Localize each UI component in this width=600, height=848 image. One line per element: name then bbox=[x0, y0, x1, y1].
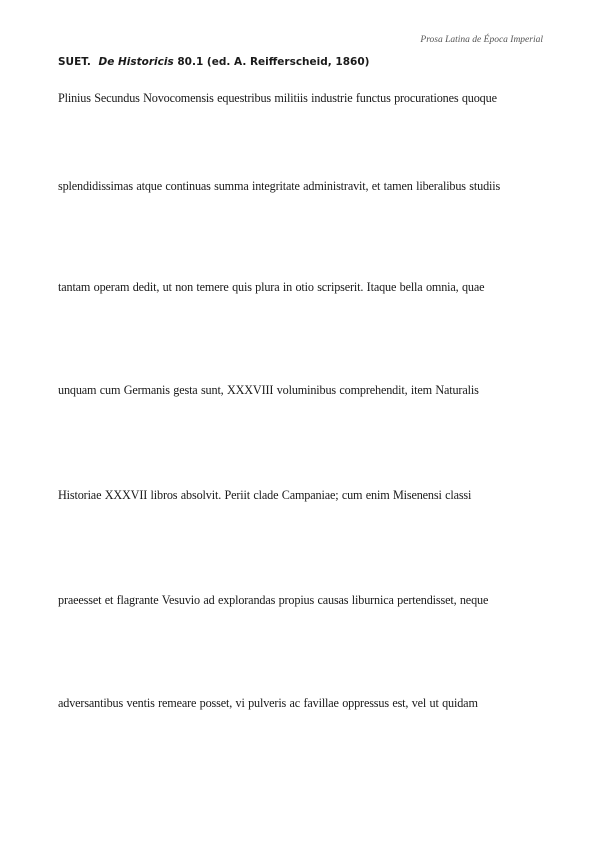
source-citation bbox=[58, 56, 369, 68]
text-line: splendidissimas atque continuas summa integritate administravit, et tamen liberalibus studiis bbox=[58, 179, 501, 193]
text-line: tantam operam dedit, ut non temere quis plura in otio scripserit. Itaque bella omnia, quae bbox=[58, 280, 485, 294]
citation-work: De Historicis bbox=[98, 56, 174, 68]
text-line: praeesset et flagrante Vesuvio ad explorandas propius causas liburnica pertendisset, neque bbox=[58, 593, 489, 607]
text-line: Historiae XXXVII libros absolvit. Periit clade Campaniae; cum enim Misenensi classi bbox=[58, 488, 472, 502]
citation-author: SUET. bbox=[58, 56, 91, 68]
text-line: adversantibus ventis remeare posset, vi pulveris ac favillae oppressus est, vel ut quidam bbox=[58, 696, 478, 710]
text-line: unquam cum Germanis gesta sunt, XXXVIII voluminibus comprehendit, item Naturalis bbox=[58, 383, 479, 397]
running-header: Prosa Latina de Época Imperial bbox=[420, 35, 543, 45]
text-line: Plinius Secundus Novocomensis equestribus militiis industrie functus procurationes quoque bbox=[58, 91, 497, 105]
citation-reference: 80.1 (ed. A. Reifferscheid, 1860) bbox=[177, 56, 370, 68]
